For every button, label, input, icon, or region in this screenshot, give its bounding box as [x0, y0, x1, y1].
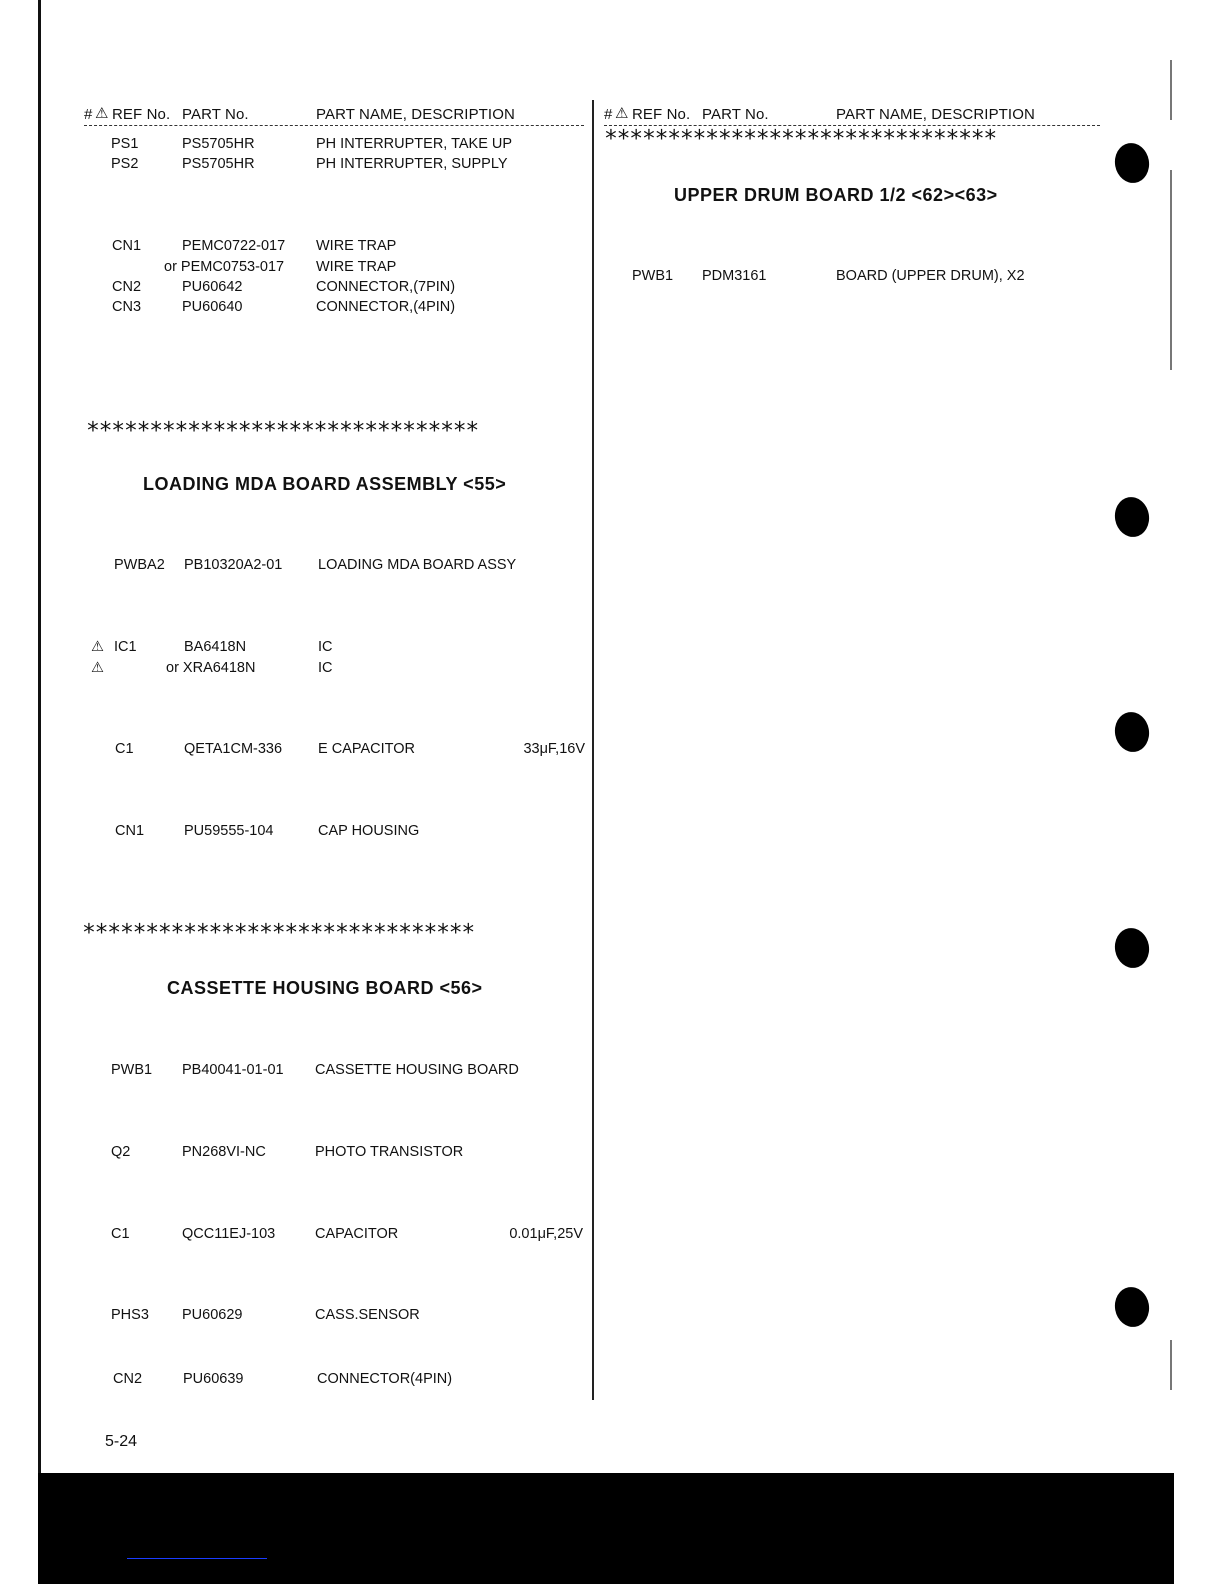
- part-no: PDM3161: [702, 268, 767, 284]
- punch-hole: [1112, 925, 1152, 970]
- ref-no-header: REF No.: [632, 106, 691, 123]
- part-description: CONNECTOR(4PIN): [317, 1371, 453, 1387]
- punch-hole: [1112, 494, 1152, 539]
- part-no: QETA1CM-336: [184, 741, 283, 757]
- part-description: CONNECTOR,(4PIN): [316, 299, 456, 315]
- part-no: PS5705HR: [182, 136, 255, 152]
- ref-no: C1: [111, 1226, 130, 1242]
- ref-no: PWBA2: [114, 557, 165, 573]
- punch-hole: [1112, 140, 1152, 185]
- edge-mark: [1170, 1340, 1172, 1390]
- ref-no: PHS3: [111, 1307, 149, 1323]
- part-no: PB40041-01-01: [182, 1062, 284, 1078]
- part-no: QCC11EJ-103: [182, 1226, 276, 1242]
- part-description: CASSETTE HOUSING BOARD: [315, 1062, 519, 1078]
- part-no: PU59555-104: [184, 823, 274, 839]
- part-description: CAP HOUSING: [318, 823, 420, 839]
- ref-no: PS2: [111, 156, 139, 172]
- scan-footer-bar: [38, 1473, 1174, 1584]
- part-no: PU60629: [182, 1307, 243, 1323]
- part-no: PU60640: [182, 299, 243, 315]
- part-description: IC: [318, 639, 333, 655]
- part-no-header: PART No.: [702, 106, 769, 123]
- part-no: PEMC0722-017: [182, 238, 286, 254]
- part-no: PU60639: [183, 1371, 244, 1387]
- warning-icon: ⚠: [95, 105, 109, 122]
- section-title-cassette-housing: CASSETTE HOUSING BOARD <56>: [167, 978, 483, 998]
- part-no: PB10320A2-01: [184, 557, 283, 573]
- hash-mark: #: [604, 106, 613, 123]
- warning-icon: ⚠: [91, 660, 104, 676]
- part-description: WIRE TRAP: [316, 259, 397, 275]
- description-header: PART NAME, DESCRIPTION: [836, 106, 1035, 123]
- section-separator: *******************************: [604, 126, 997, 152]
- binder-edge-line: [38, 0, 41, 1475]
- part-description: BOARD (UPPER DRUM), X2: [836, 268, 1025, 284]
- part-no: PU60642: [182, 279, 243, 295]
- part-description: LOADING MDA BOARD ASSY: [318, 557, 517, 573]
- part-description: PHOTO TRANSISTOR: [315, 1144, 464, 1160]
- ref-no: PWB1: [111, 1062, 153, 1078]
- header-rule: [84, 125, 584, 126]
- part-description: CAPACITOR: [315, 1226, 399, 1242]
- part-description: PH INTERRUPTER, TAKE UP: [316, 136, 513, 152]
- description-header: PART NAME, DESCRIPTION: [316, 106, 515, 123]
- part-no: or XRA6418N: [166, 660, 256, 676]
- column-divider: [592, 100, 594, 1400]
- ref-no: CN2: [112, 279, 142, 295]
- ref-no: PWB1: [632, 268, 674, 284]
- part-description: CASS.SENSOR: [315, 1307, 420, 1323]
- section-title-upper-drum: UPPER DRUM BOARD 1/2 <62><63>: [674, 185, 998, 205]
- warning-icon: ⚠: [615, 105, 629, 122]
- part-description: PH INTERRUPTER, SUPPLY: [316, 156, 508, 172]
- part-description: E CAPACITOR: [318, 741, 415, 757]
- hash-mark: #: [84, 106, 93, 123]
- section-separator: *******************************: [82, 920, 475, 946]
- edge-mark: [1170, 60, 1172, 120]
- section-separator: *******************************: [86, 418, 479, 444]
- ref-no: Q2: [111, 1144, 131, 1160]
- ref-no: IC1: [114, 639, 137, 655]
- ref-no: C1: [115, 741, 134, 757]
- part-no: or PEMC0753-017: [164, 259, 285, 275]
- ref-no: CN1: [112, 238, 142, 254]
- part-value: 33μF,16V: [523, 741, 585, 757]
- ref-no: PS1: [111, 136, 139, 152]
- page-number: 5-24: [105, 1433, 138, 1450]
- part-no-header: PART No.: [182, 106, 249, 123]
- edge-mark: [1170, 170, 1172, 370]
- scan-link-line: [127, 1558, 267, 1559]
- ref-no: CN2: [113, 1371, 143, 1387]
- part-description: CONNECTOR,(7PIN): [316, 279, 456, 295]
- punch-hole: [1112, 709, 1152, 754]
- ref-no: CN1: [115, 823, 145, 839]
- part-no: PN268VI-NC: [182, 1144, 266, 1160]
- ref-no-header: REF No.: [112, 106, 171, 123]
- part-no: BA6418N: [184, 639, 247, 655]
- section-title-loading-mda: LOADING MDA BOARD ASSEMBLY <55>: [143, 474, 507, 494]
- ref-no: CN3: [112, 299, 142, 315]
- part-value: 0.01μF,25V: [509, 1226, 583, 1242]
- part-no: PS5705HR: [182, 156, 255, 172]
- part-description: IC: [318, 660, 333, 676]
- part-description: WIRE TRAP: [316, 238, 397, 254]
- warning-icon: ⚠: [91, 639, 104, 655]
- punch-hole: [1112, 1284, 1152, 1329]
